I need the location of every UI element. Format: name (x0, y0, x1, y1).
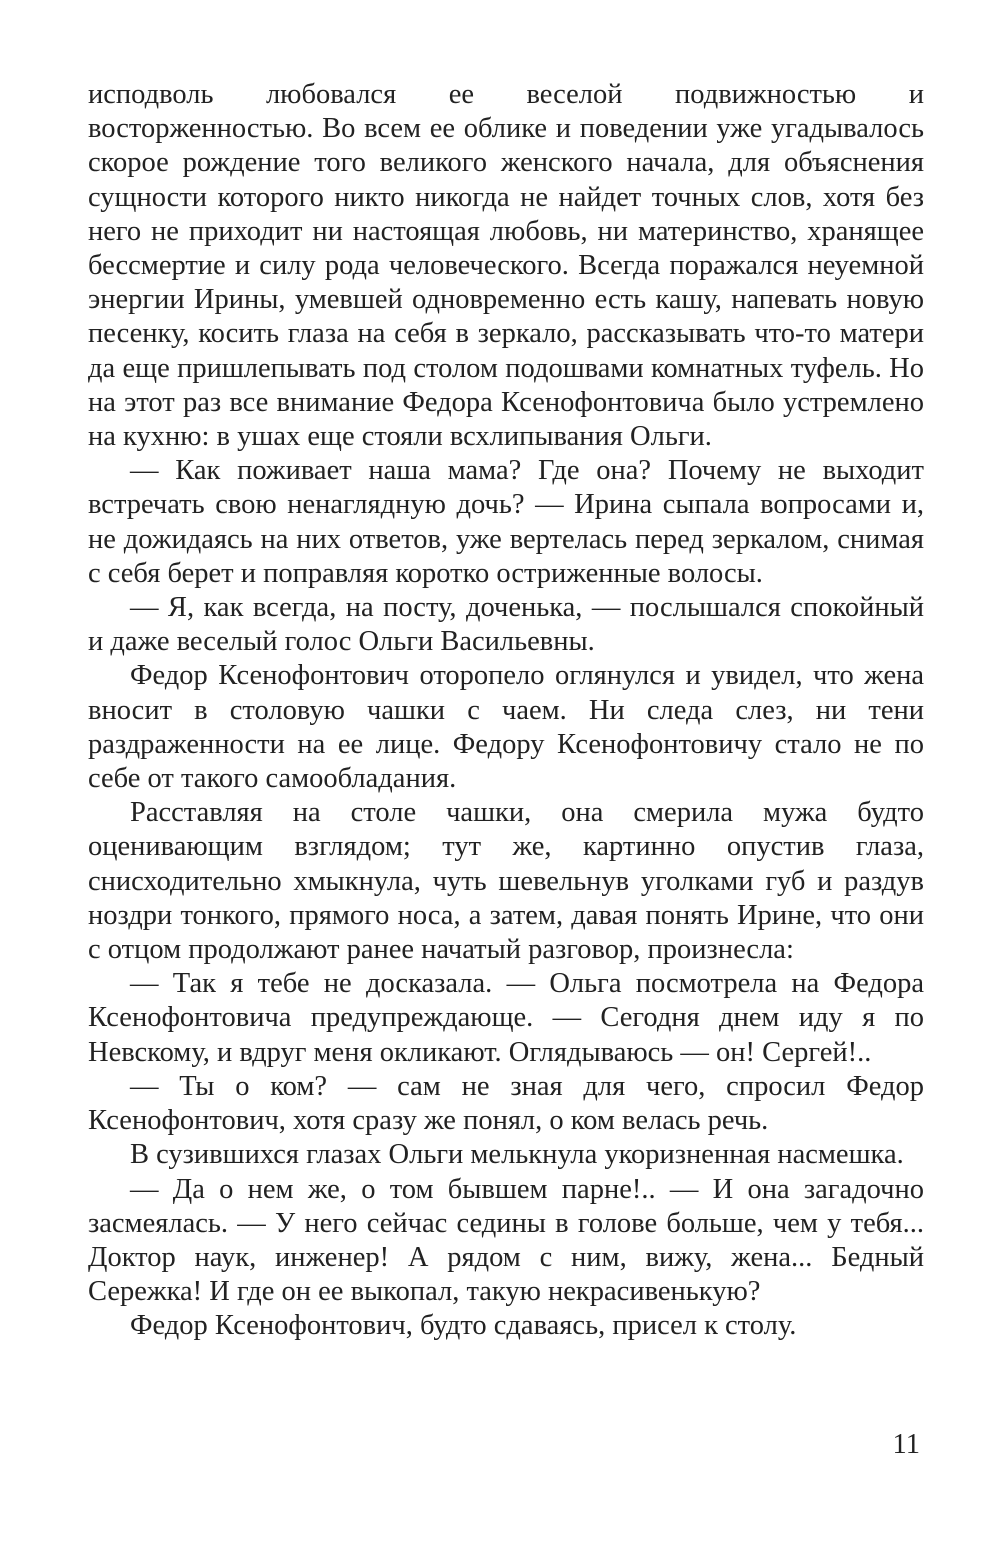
paragraph-who-question: — Ты о ком? — сам не зная для чего, спросил Федор Ксенофонтович, хотя сразу же понял, о ком велась речь. (88, 1070, 924, 1137)
paragraph-fedor-looks-back: Федор Ксенофонтович оторопело оглянулся и увидел, что жена вносит в столовую чашки с чаем. Ни следа слез, ни тени раздраженности на ее лице. Федору Ксенофонтовичу стало не по себе от такого самообладания. (88, 660, 924, 795)
paragraph-olga-nevsky: — Так я тебе не досказала. — Ольга посмотрела на Федора Ксенофонтовича предупреждающе. — Сегодня днем иду я по Невскому, и вдруг меня окликают. Оглядываюсь — он! Сергей!.. (88, 968, 924, 1068)
paragraph-olga-mockery: В сузившихся глазах Ольги мелькнула укоризненная насмешка. (130, 1139, 904, 1171)
page-text-block (88, 78, 924, 1344)
page-number: 11 (892, 1429, 920, 1460)
paragraph-continuation: исподволь любовался ее веселой подвижностью и восторженностью. Во всем ее облике и поведении уже угадывалось скорое рождение того великого женского начала, для объяснения сущности которого никто никогда не найдет точных слов, хотя без него не приходит ни настоящая любовь, ни материнство, хранящее бессмертие и силу рода человеческого. Всегда поражался неуемной энергии Ирины, умевшей одновременно есть кашу, напевать новую песенку, косить глаза на себя в зеркало, рассказывать что-то матери да еще пришлепывать под столом подошвами комнатных туфель. Но на этот раз все внимание Федора Ксенофонтовича было устремлено на кухню: в ушах еще стояли всхлипывания Ольги. (88, 79, 924, 453)
paragraph-arranging-cups: Расставляя на столе чашки, она смерила мужа будто оценивающим взглядом; тут же, картинно опустив глаза, снисходительно хмыкнула, чуть шевельнув уголками губ и раздув ноздри тонкого, прямого носа, а затем, давая понять Ирине, что они с отцом продолжают ранее начатый разговор, произнесла: (88, 797, 924, 966)
paragraph-irina-questions: — Как поживает наша мама? Где она? Почему не выходит встречать свою ненаглядную дочь? — Ирина сыпала вопросами и, не дожидаясь на них ответов, уже вертелась перед зеркалом, снимая с себя берет и поправляя коротко остриженные волосы. (88, 455, 924, 589)
paragraph-fedor-sits: Федор Ксенофонтович, будто сдаваясь, присел к столу. (130, 1310, 797, 1342)
paragraph-sergei-story: — Да о нем же, о том бывшем парне!.. — И она загадочно засмеялась. — У него сейчас седины в голове больше, чем у тебя... Доктор наук, инженер! А рядом с ним, вижу, жена... Бедный Сережка! И где он ее выкопал, такую некрасивенькую? (88, 1173, 924, 1308)
paragraph-olga-reply: — Я, как всегда, на посту, доченька, — послышался спокойный и даже веселый голос Ольги Васильевны. (88, 592, 924, 658)
